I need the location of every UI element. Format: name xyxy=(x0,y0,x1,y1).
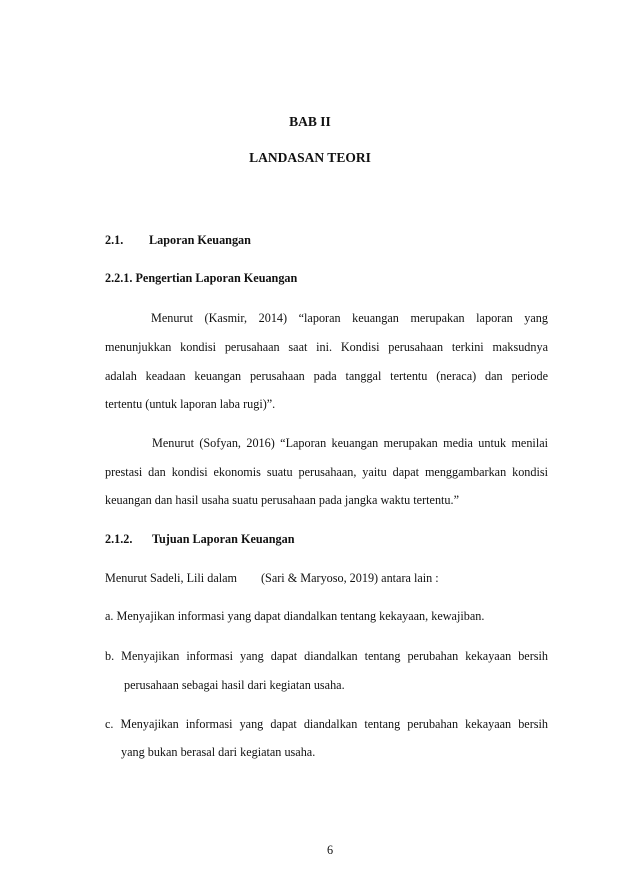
paragraph-1-line-2: menunjukkan kondisi perusahaan saat ini. Kondisi perusahaan terkini maksudnya xyxy=(105,340,548,354)
intro-text-a: Menurut Sadeli, Lili dalam xyxy=(105,571,238,585)
paragraph-2-line-2: prestasi dan kondisi ekonomis suatu perusahaan, yaitu dapat menggambarkan kondisi xyxy=(105,465,548,479)
section-2-1-title: Laporan Keuangan xyxy=(149,233,251,247)
paragraph-1-line-4: tertentu (untuk laporan laba rugi)”. xyxy=(105,397,276,411)
list-item-c-line-2: yang bukan berasal dari kegiatan usaha. xyxy=(121,745,316,759)
list-item-b-line-2: perusahaan sebagai hasil dari kegiatan usaha. xyxy=(124,678,345,692)
intro-text-b: (Sari & Maryoso, 2019) antara lain : xyxy=(261,571,439,585)
list-item-b-line-1: b. Menyajikan informasi yang dapat diandalkan tentang perubahan kekayaan bersih xyxy=(105,649,548,663)
paragraph-1-line-3: adalah keadaan keuangan perusahaan pada tanggal tertentu (neraca) dan periode xyxy=(105,369,548,383)
page-number: 6 xyxy=(326,843,334,857)
paragraph-2-line-3: keuangan dan hasil usaha suatu perusahaan pada jangka waktu tertentu.” xyxy=(105,493,459,507)
section-2-1-2-number: 2.1.2. xyxy=(105,532,133,546)
section-2-2-1-title: 2.2.1. Pengertian Laporan Keuangan xyxy=(105,271,298,285)
list-item-c-line-1: c. Menyajikan informasi yang dapat diandalkan tentang perubahan kekayaan bersih xyxy=(105,717,548,731)
section-2-1-2-title: Tujuan Laporan Keuangan xyxy=(152,532,295,546)
paragraph-2-line-1: Menurut (Sofyan, 2016) “Laporan keuangan merupakan media untuk menilai xyxy=(152,436,548,450)
chapter-title: LANDASAN TEORI xyxy=(249,150,371,165)
section-2-1-number: 2.1. xyxy=(105,233,124,247)
chapter-number: BAB II xyxy=(289,114,331,129)
paragraph-1-line-1: Menurut (Kasmir, 2014) “laporan keuangan merupakan laporan yang xyxy=(151,311,548,325)
list-item-a: a. Menyajikan informasi yang dapat diandalkan tentang kekayaan, kewajiban. xyxy=(105,609,485,623)
